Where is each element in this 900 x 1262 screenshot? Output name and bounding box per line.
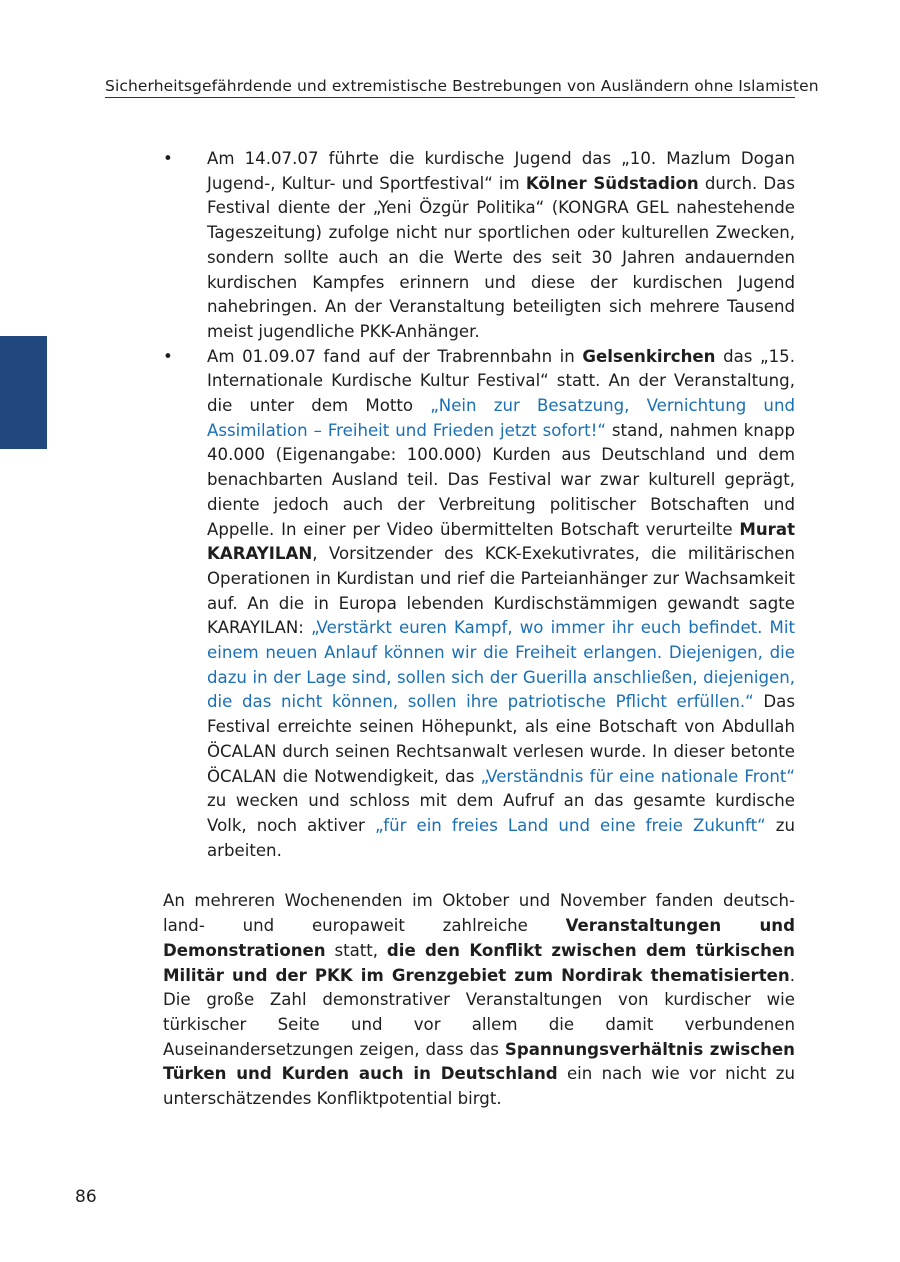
header-rule	[105, 97, 795, 98]
quote-run: „Verstärkt euren Kampf, wo immer ihr euch befindet. Mit einem neuen Anlauf können wir die Freiheit erlangen. Diejenigen, die dazu in der Lage sind, sollen sich der Guerilla anschließen, diejenigen, die das nicht können, sollen ihre patriotische Pflicht erfüllen.“	[207, 618, 795, 712]
bold-run: Kölner Südstadion	[525, 173, 699, 193]
bold-run: die den Konflikt zwischen dem türkischen Militär und der PKK im Grenzgebiet zum Nordirak thematisierten	[163, 940, 795, 985]
bullet-icon: •	[163, 346, 173, 366]
text-run: ein nach wie vor nicht zu unterschätzendes Konfliktpotential birgt.	[163, 1064, 795, 1109]
text-run: Am 01.09.07 fand auf der Trabrennbahn in	[207, 346, 583, 366]
text-run: zu wecken und schloss mit dem Aufruf an das gesamte kurdische Volk, noch aktiver	[207, 791, 795, 835]
quote-run: „Nein zur Besatzung, Vernichtung und Assimilation – Freiheit und Frieden jetzt sofort!“	[207, 396, 795, 440]
bullet-list	[163, 147, 795, 863]
bold-run: Spannungsverhältnis zwischen Türken und Kurden auch in Deutschland	[163, 1039, 795, 1084]
bullet-icon: •	[163, 149, 173, 168]
text-run: durch. Das Festival diente der „Yeni Özgür Politika“ (KONGRA GEL nahestehende Tageszeitung) zufolge nicht nur sportlichen oder kulturellen Zwecken, sondern sollte auch an die Werte des seit 30 Jahren andauernden kurdischen Kampfes erinnern und diese der kurdischen Jugend nahebringen. An der Veranstaltung beteiligten sich mehrere Tausend meist jugendliche PKK-Anhänger.	[207, 173, 795, 341]
text-run: das „15. Internationale Kurdische Kultur Festival“ statt. An der Veranstaltung, die unter dem Motto	[207, 346, 795, 416]
bold-run: Gelsenkirchen	[582, 346, 716, 366]
text-run: , Vorsitzender des KCK-Exekutivrates, die militärischen Operationen in Kurdistan und rief die Parteianhänger zur Wachsamkeit auf. An die in Europa lebenden Kurdischstämmigen gewandt sagte KARAYILAN:	[207, 544, 795, 638]
text-run: Das Festival erreichte seinen Höhepunkt, als eine Botschaft von Abdullah ÖCALAN durch seinen Rechtsanwalt verlesen wurde. In dieser betonte ÖCALAN die Notwendigkeit, das	[207, 692, 795, 786]
bullet-item-festival-gelsenkirchen	[163, 345, 795, 864]
text-run: . Die große Zahl demonstrativer Veranstaltungen von kurdischer wie türkischer Seite und vor allem die damit verbundenen Auseinandersetzungen zeigen, dass das	[163, 965, 795, 1059]
bold-run: Veranstaltungen und Demonstrationen	[163, 916, 795, 960]
text-run: Am 14.07.07 führte die kurdische Jugend das „10. Mazlum Dogan Jugend-, Kultur- und Sportfestival“ im	[207, 149, 795, 193]
running-header: Sicherheitsgefährdende und extremistische Bestrebungen von Ausländern ohne Islamisten	[105, 77, 819, 95]
quote-run: „für ein freies Land und eine freie Zukunft“	[374, 815, 766, 835]
bullet-item-festival-koeln	[163, 147, 795, 345]
text-run: An mehreren Wochenenden im Oktober und November fanden deutschland- und europaweit zahlreiche	[163, 891, 795, 936]
page-body	[163, 147, 795, 1112]
text-run: zu arbeiten.	[207, 815, 795, 860]
quote-run: „Verständnis für eine nationale Front“	[480, 766, 795, 786]
bold-run: Murat KARAYILAN	[207, 519, 795, 564]
chapter-side-tab	[0, 336, 47, 449]
body-paragraph	[163, 889, 795, 1111]
text-run: statt,	[325, 940, 387, 960]
text-run: stand, nahmen knapp 40.000 (Eigenangabe: 100.000) Kurden aus Deutschland und dem benachbarten Ausland teil. Das Festival war zwar kulturell geprägt, diente jedoch auch der Verbreitung politischer Botschaften und Appelle. In einer per Video übermittelten Botschaft verurteilte	[207, 420, 795, 539]
page-number: 86	[75, 1187, 97, 1207]
